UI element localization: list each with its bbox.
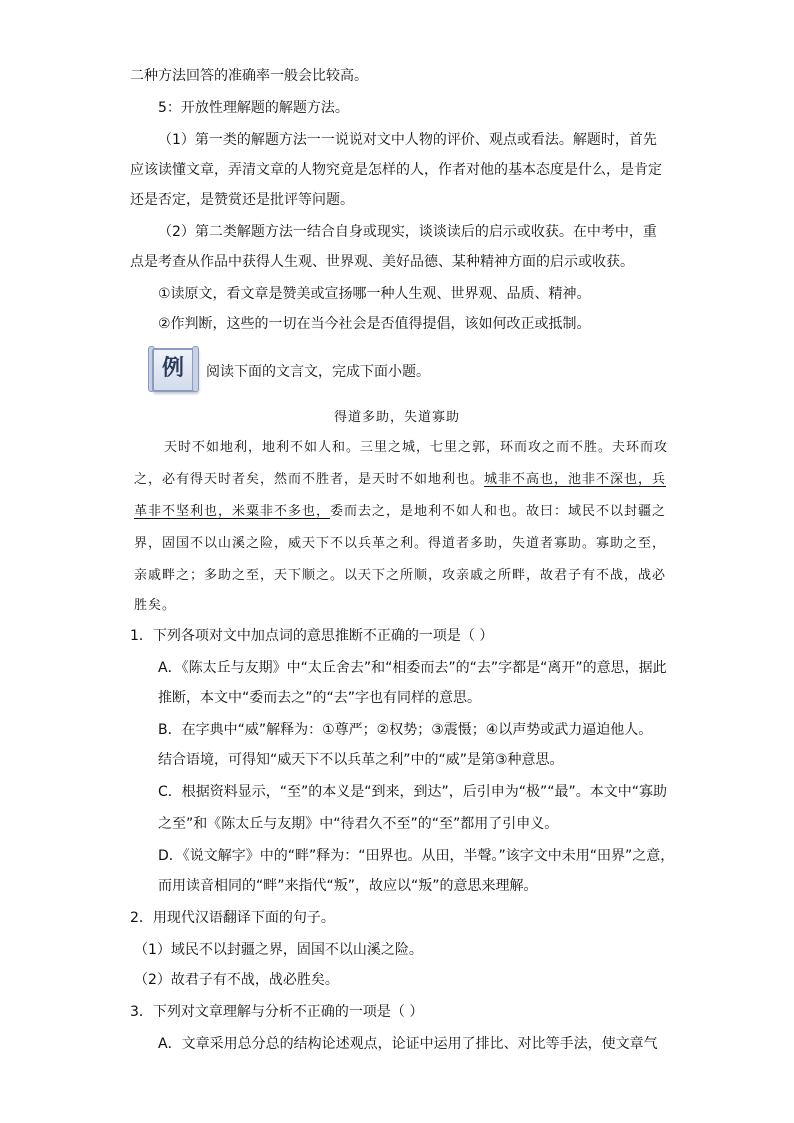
passage-text: 委而去之，是地利不如人和也。故曰：域民不以封疆之 — [330, 504, 667, 519]
text-line: 应该读懂文章，弄清文章的人物究竟是怎样的人，作者对他的基本态度是什么，是肯定 — [130, 162, 662, 178]
passage-line — [134, 502, 666, 522]
question-2: 2．用现代汉语翻译下面的句子。 — [130, 910, 335, 926]
question-2-item-1: （1）域民不以封疆之界，固国不以山溪之险。 — [134, 942, 423, 958]
passage-text: 之，必有得天时者矣，然而不胜者，是天时不如地利也。 — [134, 472, 485, 487]
option-a-cont: 推断，本文中“委而去之”的“去”字也有同样的意思。 — [158, 690, 482, 706]
question-3: 3．下列对文章理解与分析不正确的一项是（ ） — [130, 1004, 424, 1020]
option-d-cont: 而用读音相同的“畔”来指代“叛”，故应以“叛”的意思来理解。 — [158, 878, 538, 894]
passage-line: 界，固国不以山溪之险，威天下不以兵革之利。得道者多助，失道者寡助。寡助之至， — [134, 536, 667, 551]
text-line: ②作判断，这些的一切在当今社会是否值得提倡，该如何改正或抵制。 — [158, 316, 591, 332]
option-d: D．《说文解字》中的“畔”释为：“田界也。从田，半聲。”该字文中未用“田界”之意， — [158, 848, 675, 864]
text-line: 点是考查从作品中获得人生观、世界观、美好品德、某种精神方面的启示或收获。 — [130, 254, 634, 270]
example-badge-icon — [146, 346, 200, 392]
underlined-sentence: 革非不坚利也，米粟非不多也， — [134, 504, 331, 519]
text-line: （2）第二类解题方法一结合自身或现实，谈谈读后的启示或收获。在中考中，重 — [158, 224, 657, 240]
example-intro: 阅读下面的文言文，完成下面小题。 — [206, 364, 430, 380]
passage-line: 胜矣。 — [134, 598, 177, 613]
text-line: 二种方法回答的准确率一般会比较高。 — [130, 68, 368, 84]
option-a: A．《陈太丘与友期》中“太丘舍去”和“相委而去”的“去”字都是“离开”的意思，据此 — [158, 660, 667, 676]
option-c-cont: 之至”和《陈太丘与友期》中“待君久不至”的“至”都用了引申义。 — [158, 816, 559, 832]
passage-line — [134, 470, 666, 490]
option-a: A．文章采用总分总的结构论述观点，论证中运用了排比、对比等手法，使文章气 — [158, 1036, 658, 1052]
option-b-cont: 结合语境，可得知“威天下不以兵革之利”中的“威”是第③种意思。 — [158, 752, 564, 768]
text-line: ①读原文，看文章是赞美或宣扬哪一种人生观、世界观、品质、精神。 — [158, 286, 591, 302]
passage-line: 亲戚畔之；多助之至，天下顺之。以天下之所顺，攻亲戚之所畔，故君子有不战，战必 — [134, 568, 667, 583]
text-line: （1）第一类的解题方法一一说说对文中人物的评价、观点或看法。解题时，首先 — [158, 132, 657, 148]
text-line: 还是否定，是赞赏还是批评等问题。 — [130, 192, 354, 208]
section-heading: 5：开放性理解题的解题方法。 — [158, 100, 349, 116]
passage-line: 天时不如地利，地利不如人和。三里之城，七里之郭，环而攻之而不胜。夫环而攻 — [164, 440, 669, 455]
passage-title: 得道多助，失道寡助 — [334, 410, 461, 425]
option-b: B．在字典中“威”解释为：①尊严；②权势；③震慑；④以声势或武力逼迫他人。 — [158, 722, 653, 738]
example-badge-label: 例 — [161, 355, 184, 381]
underlined-sentence: 城非不高也，池非不深也，兵 — [484, 472, 667, 487]
option-c: C．根据资料显示，“至”的本义是“到来，到达”，后引申为“极”“最”。本文中“寡助 — [158, 784, 668, 800]
question-1: 1．下列各项对文中加点词的意思推断不正确的一项是（ ） — [130, 628, 494, 644]
question-2-item-2: （2）故君子有不战，战必胜矣。 — [134, 972, 339, 988]
